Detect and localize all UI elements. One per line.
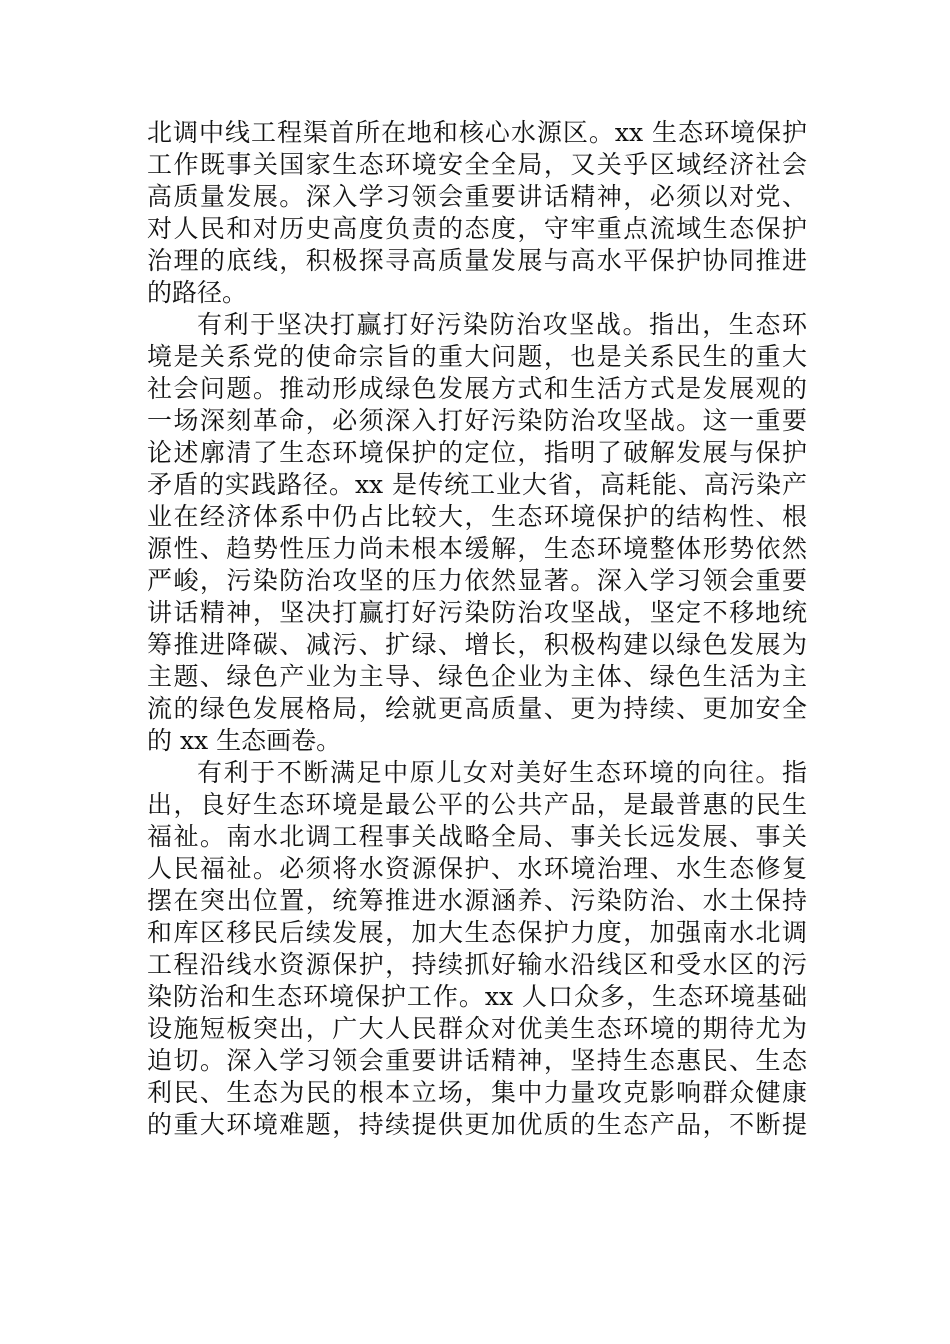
text-line: 高质量发展。深入学习领会重要讲话精神，必须以对党、 — [147, 182, 807, 211]
text-line: 摆在突出位置，统筹推进水源涵养、污染防治、水土保持 — [147, 886, 807, 915]
text-line: 福祉。南水北调工程事关战略全局、事关长远发展、事关 — [147, 822, 807, 851]
text-line: 矛盾的实践路径。xx 是传统工业大省，高耗能、高污染产 — [147, 470, 807, 499]
text-line: 业在经济体系中仍占比较大，生态环境保护的结构性、根 — [147, 502, 807, 531]
text-line: 迫切。深入学习领会重要讲话精神，坚持生态惠民、生态 — [147, 1046, 807, 1075]
text-line: 对人民和对历史高度负责的态度，守牢重点流域生态保护 — [147, 214, 807, 243]
text-line: 严峻，污染防治攻坚的压力依然显著。深入学习领会重要 — [147, 566, 807, 595]
paragraph — [147, 117, 807, 309]
text-line: 论述廓清了生态环境保护的定位，指明了破解发展与保护 — [147, 438, 807, 467]
paragraph — [147, 309, 807, 757]
text-line: 有利于坚决打赢打好污染防治攻坚战。指出，生态环 — [197, 310, 807, 339]
text-line: 境是关系党的使命宗旨的重大问题，也是关系民生的重大 — [147, 342, 807, 371]
text-line: 人民福祉。必须将水资源保护、水环境治理、水生态修复 — [147, 854, 807, 883]
text-line: 的路径。 — [147, 278, 248, 307]
text-line: 一场深刻革命，必须深入打好污染防治攻坚战。这一重要 — [147, 406, 807, 435]
text-line: 出，良好生态环境是最公平的公共产品，是最普惠的民生 — [147, 790, 807, 819]
text-line: 设施短板突出，广大人民群众对优美生态环境的期待尤为 — [147, 1014, 807, 1043]
text-line: 利民、生态为民的根本立场，集中力量攻克影响群众健康 — [147, 1078, 807, 1107]
text-line: 工程沿线水资源保护，持续抓好输水沿线区和受水区的污 — [147, 950, 807, 979]
text-line: 的 xx 生态画卷。 — [147, 726, 342, 755]
text-line: 的重大环境难题，持续提供更加优质的生态产品，不断提 — [147, 1110, 807, 1139]
text-line: 讲话精神，坚决打赢打好污染防治攻坚战，坚定不移地统 — [147, 598, 807, 627]
text-line: 工作既事关国家生态环境安全全局，又关乎区域经济社会 — [147, 150, 807, 179]
text-line: 染防治和生态环境保护工作。xx 人口众多，生态环境基础 — [147, 982, 807, 1011]
text-line: 北调中线工程渠首所在地和核心水源区。xx 生态环境保护 — [147, 118, 807, 147]
text-line: 社会问题。推动形成绿色发展方式和生活方式是发展观的 — [147, 374, 807, 403]
body-text — [147, 117, 807, 1141]
text-line: 流的绿色发展格局，绘就更高质量、更为持续、更加安全 — [147, 694, 807, 723]
text-line: 筹推进降碳、减污、扩绿、增长，积极构建以绿色发展为 — [147, 630, 807, 659]
paragraph — [147, 757, 807, 1141]
text-line: 和库区移民后续发展，加大生态保护力度，加强南水北调 — [147, 918, 807, 947]
text-line: 源性、趋势性压力尚未根本缓解，生态环境整体形势依然 — [147, 534, 807, 563]
text-line: 主题、绿色产业为主导、绿色企业为主体、绿色生活为主 — [147, 662, 807, 691]
text-line: 有利于不断满足中原儿女对美好生态环境的向往。指 — [197, 758, 807, 787]
text-line: 治理的底线，积极探寻高质量发展与高水平保护协同推进 — [147, 246, 807, 275]
